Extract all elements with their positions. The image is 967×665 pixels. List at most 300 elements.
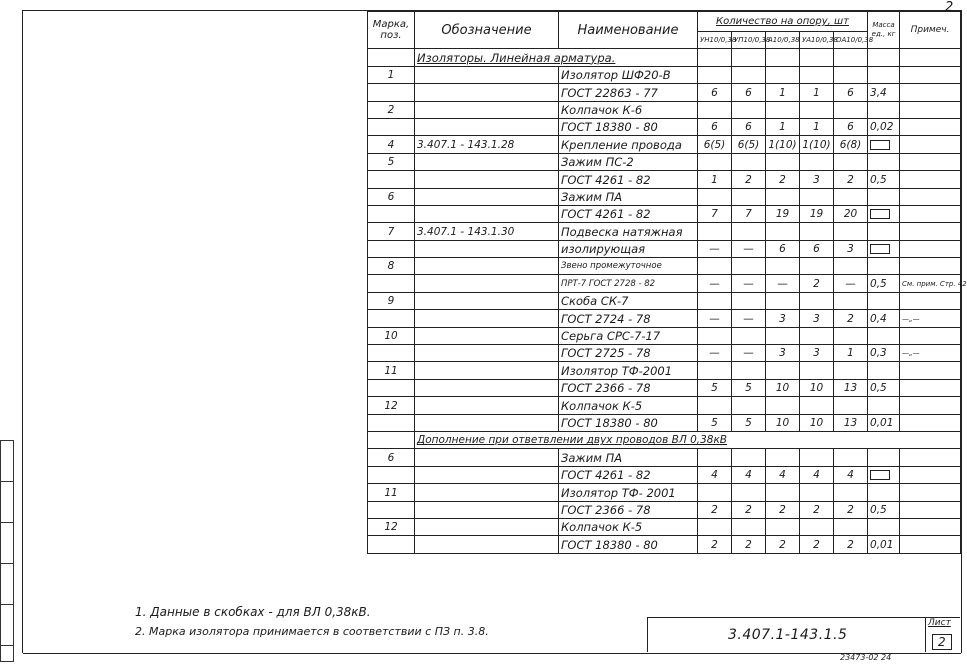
cell-designation [415, 484, 559, 501]
cell-quantity [766, 484, 800, 501]
cell-name: ГОСТ 4261 - 82 [559, 466, 698, 483]
cell-note [900, 223, 961, 240]
table-row [368, 153, 961, 170]
cell-name: ГОСТ 2724 - 78 [559, 310, 698, 327]
header-note: Примеч. [900, 12, 961, 49]
cell-quantity [732, 153, 766, 170]
cell-quantity: 13 [834, 414, 868, 431]
cell-designation [415, 518, 559, 535]
cell-mark: 2 [368, 101, 415, 118]
table-row [368, 84, 961, 101]
cell-quantity [732, 362, 766, 379]
cell-mark [368, 466, 415, 483]
cell-quantity: 19 [800, 205, 834, 222]
table-row [368, 136, 961, 153]
cell-mass [868, 153, 900, 170]
title-block-stamp [647, 617, 960, 652]
cell-quantity [698, 484, 732, 501]
cell-designation [415, 536, 559, 553]
cell-quantity: 20 [834, 205, 868, 222]
cell-designation [415, 275, 559, 292]
cell-designation [415, 84, 559, 101]
cell-mark: 5 [368, 153, 415, 170]
cell-quantity [834, 258, 868, 275]
mass-see-drawing-symbol [870, 470, 890, 480]
cell-quantity: 2 [766, 536, 800, 553]
cell-mark [368, 414, 415, 431]
cell-mark: 8 [368, 258, 415, 275]
cell-quantity [766, 188, 800, 205]
sheet-label: Лист [928, 618, 951, 628]
cell-quantity [698, 66, 732, 83]
cell-quantity: 2 [766, 171, 800, 188]
cell-quantity [834, 188, 868, 205]
cell-mass: 0,5 [868, 275, 900, 292]
cell-quantity: 3 [766, 345, 800, 362]
cell-mass [868, 101, 900, 118]
cell-name: Изолятор ТФ-2001 [559, 362, 698, 379]
cell-quantity: 6 [698, 84, 732, 101]
cell-mass: 3,4 [868, 84, 900, 101]
cell-quantity [766, 292, 800, 309]
cell-quantity: — [732, 240, 766, 257]
notes-block [135, 603, 489, 641]
cell-quantity [834, 449, 868, 466]
cell-mark: 6 [368, 188, 415, 205]
cell-mark: 10 [368, 327, 415, 344]
cell-quantity: 1 [698, 171, 732, 188]
cell-note [900, 466, 961, 483]
cell-mark: 11 [368, 484, 415, 501]
table-row [368, 66, 961, 83]
cell-name: изолирующая [559, 240, 698, 257]
cell-mass [868, 66, 900, 83]
table-row [368, 49, 961, 66]
cell-name: ГОСТ 2366 - 78 [559, 501, 698, 518]
cell-note [900, 379, 961, 396]
mass-see-drawing-symbol [870, 209, 890, 219]
cell-quantity [800, 518, 834, 535]
cell-note: —„— [900, 345, 961, 362]
cell-mass: 0,5 [868, 501, 900, 518]
cell-note [900, 258, 961, 275]
cell-designation: 3.407.1 - 143.1.28 [415, 136, 559, 153]
cell-quantity: 2 [766, 501, 800, 518]
cell-mark [368, 536, 415, 553]
cell-quantity: 2 [732, 171, 766, 188]
cell-name: Скоба СК-7 [559, 292, 698, 309]
cell-quantity [834, 327, 868, 344]
cell-quantity [698, 258, 732, 275]
cell-quantity [698, 327, 732, 344]
header-designation: Обозначение [415, 12, 559, 49]
cell-note [900, 205, 961, 222]
cell-quantity [766, 449, 800, 466]
cell-quantity: 1 [766, 118, 800, 135]
cell-mark [368, 431, 415, 448]
mass-see-drawing-symbol [870, 140, 890, 150]
cell-designation [415, 310, 559, 327]
cell-note [900, 397, 961, 414]
header-quantity: Количество на опору, шт [698, 12, 868, 32]
cell-quantity [698, 518, 732, 535]
cell-quantity [732, 518, 766, 535]
cell-mass: 0,5 [868, 171, 900, 188]
cell-quantity [834, 101, 868, 118]
cell-quantity [732, 327, 766, 344]
cell-quantity: 19 [766, 205, 800, 222]
cell-quantity: 6(8) [834, 136, 868, 153]
cell-name: Колпачок К-6 [559, 101, 698, 118]
cell-mark: 12 [368, 397, 415, 414]
cell-quantity [698, 397, 732, 414]
cell-quantity [800, 188, 834, 205]
cell-quantity: — [698, 240, 732, 257]
cell-quantity [732, 188, 766, 205]
cell-quantity [732, 66, 766, 83]
cell-quantity [766, 258, 800, 275]
table-row [368, 310, 961, 327]
cell-note [900, 171, 961, 188]
cell-quantity [834, 223, 868, 240]
cell-quantity [834, 484, 868, 501]
mass-see-drawing-symbol [870, 244, 890, 254]
cell-name: Колпачок К-5 [559, 397, 698, 414]
cell-quantity: — [698, 345, 732, 362]
cell-quantity [800, 66, 834, 83]
cell-quantity: 2 [732, 536, 766, 553]
cell-quantity: — [834, 275, 868, 292]
cell-quantity [766, 327, 800, 344]
cell-quantity [800, 49, 834, 66]
cell-quantity: 2 [800, 536, 834, 553]
table-row [368, 327, 961, 344]
cell-mark [368, 275, 415, 292]
cell-quantity [800, 484, 834, 501]
cell-note [900, 153, 961, 170]
cell-note: —„— [900, 310, 961, 327]
cell-quantity [800, 101, 834, 118]
table-row [368, 258, 961, 275]
cell-note [900, 240, 961, 257]
section-title: Дополнение при ответвлении двух проводов ВЛ 0,38кВ [415, 431, 961, 448]
cell-quantity [834, 397, 868, 414]
cell-mass [868, 188, 900, 205]
cell-quantity [800, 258, 834, 275]
note-1: 1. Данные в скобках - для ВЛ 0,38кВ. [135, 605, 371, 619]
cell-name: ГОСТ 2725 - 78 [559, 345, 698, 362]
cell-mark [368, 171, 415, 188]
cell-quantity: 1 [766, 84, 800, 101]
cell-quantity [732, 484, 766, 501]
cell-mark [368, 345, 415, 362]
cell-designation [415, 171, 559, 188]
cell-quantity: 6 [800, 240, 834, 257]
cell-mass [868, 136, 900, 153]
cell-quantity: — [698, 275, 732, 292]
cell-designation [415, 327, 559, 344]
cell-quantity [766, 362, 800, 379]
cell-name: ГОСТ 4261 - 82 [559, 205, 698, 222]
cell-quantity [732, 397, 766, 414]
sheet-number: 2 [932, 634, 952, 650]
table-row [368, 484, 961, 501]
table-row [368, 362, 961, 379]
cell-quantity: 10 [800, 414, 834, 431]
cell-name: Зажим ПС-2 [559, 153, 698, 170]
table-row [368, 431, 961, 448]
cell-designation [415, 449, 559, 466]
cell-note [900, 501, 961, 518]
cell-mark [368, 310, 415, 327]
cell-quantity: 1(10) [800, 136, 834, 153]
cell-quantity: 4 [698, 466, 732, 483]
cell-quantity: 3 [800, 171, 834, 188]
cell-quantity: 1 [834, 345, 868, 362]
header-subcol: А10/0,38 [766, 32, 800, 49]
header-subcol: УП10/0,38 [732, 32, 766, 49]
table-row [368, 449, 961, 466]
table-row [368, 205, 961, 222]
cell-mark [368, 118, 415, 135]
cell-designation [415, 292, 559, 309]
cell-name: ПРТ-7 ГОСТ 2728 - 82 [559, 275, 698, 292]
cell-quantity: 6 [766, 240, 800, 257]
cell-quantity: 2 [800, 275, 834, 292]
cell-quantity [698, 223, 732, 240]
cell-quantity [698, 101, 732, 118]
cell-mark [368, 501, 415, 518]
cell-name: ГОСТ 4261 - 82 [559, 171, 698, 188]
cell-quantity: 10 [766, 379, 800, 396]
cell-quantity: 2 [834, 536, 868, 553]
cell-mass [868, 240, 900, 257]
cell-mass: 0,5 [868, 379, 900, 396]
cell-note [900, 536, 961, 553]
cell-note [900, 66, 961, 83]
cell-name: ГОСТ 18380 - 80 [559, 118, 698, 135]
cell-note [900, 414, 961, 431]
cell-quantity [766, 518, 800, 535]
cell-quantity [800, 449, 834, 466]
cell-quantity [698, 49, 732, 66]
cell-quantity [698, 362, 732, 379]
cell-quantity: 6(5) [732, 136, 766, 153]
cell-quantity [800, 327, 834, 344]
cell-mark [368, 379, 415, 396]
cell-designation [415, 397, 559, 414]
cell-mass [868, 484, 900, 501]
cell-quantity [698, 188, 732, 205]
cell-quantity: 2 [732, 501, 766, 518]
cell-note: См. прим. Стр. 42 [900, 275, 961, 292]
cell-designation [415, 362, 559, 379]
cell-quantity: 6 [732, 84, 766, 101]
cell-quantity: — [766, 275, 800, 292]
cell-name: Подвеска натяжная [559, 223, 698, 240]
table-row [368, 466, 961, 483]
cell-quantity: 3 [800, 310, 834, 327]
cell-quantity [698, 449, 732, 466]
cell-quantity [766, 66, 800, 83]
table-row [368, 223, 961, 240]
cell-quantity [834, 49, 868, 66]
cell-note [900, 484, 961, 501]
cell-quantity: 5 [698, 414, 732, 431]
section-title: Изоляторы. Линейная арматура. [415, 49, 698, 66]
cell-mass [868, 397, 900, 414]
cell-quantity: — [732, 275, 766, 292]
cell-designation [415, 153, 559, 170]
cell-quantity: 3 [766, 310, 800, 327]
cell-mark [368, 240, 415, 257]
cell-quantity: 2 [834, 310, 868, 327]
cell-quantity: 3 [834, 240, 868, 257]
cell-quantity [834, 153, 868, 170]
cell-name: ГОСТ 18380 - 80 [559, 414, 698, 431]
cell-quantity: 4 [834, 466, 868, 483]
cell-name: Звено промежуточное [559, 258, 698, 275]
cell-quantity [834, 66, 868, 83]
binding-strip [0, 440, 14, 662]
cell-quantity: 4 [732, 466, 766, 483]
cell-mass [868, 223, 900, 240]
table-row [368, 240, 961, 257]
cell-note [900, 101, 961, 118]
header-subcol: ОА10/0,38 [834, 32, 868, 49]
cell-quantity [732, 258, 766, 275]
cell-quantity: 1 [800, 118, 834, 135]
cell-name: Изолятор ШФ20-В [559, 66, 698, 83]
cell-designation [415, 414, 559, 431]
cell-quantity [800, 153, 834, 170]
table-row [368, 275, 961, 292]
cell-note [900, 449, 961, 466]
cell-mark: 11 [368, 362, 415, 379]
cell-mark: 6 [368, 449, 415, 466]
cell-quantity [732, 101, 766, 118]
cell-quantity: 6 [732, 118, 766, 135]
cell-quantity [698, 292, 732, 309]
cell-quantity: 13 [834, 379, 868, 396]
cell-note [900, 118, 961, 135]
cell-mass [868, 327, 900, 344]
table-row [368, 101, 961, 118]
cell-quantity [766, 101, 800, 118]
cell-mass [868, 205, 900, 222]
cell-mass [868, 518, 900, 535]
cell-designation [415, 188, 559, 205]
cell-quantity: 1 [800, 84, 834, 101]
cell-designation [415, 258, 559, 275]
sheet-box [925, 618, 960, 652]
cell-quantity [732, 449, 766, 466]
cell-name: ГОСТ 18380 - 80 [559, 536, 698, 553]
table-row [368, 118, 961, 135]
header-subcol: УА10/0,38 [800, 32, 834, 49]
cell-quantity: 10 [766, 414, 800, 431]
cell-mass [868, 449, 900, 466]
specification-table [367, 11, 967, 554]
cell-quantity [800, 292, 834, 309]
cell-note [900, 518, 961, 535]
cell-mass [868, 362, 900, 379]
cell-quantity: 6 [834, 118, 868, 135]
cell-designation [415, 240, 559, 257]
cell-quantity: 4 [766, 466, 800, 483]
cell-mark: 7 [368, 223, 415, 240]
cell-quantity [834, 518, 868, 535]
note-2: 2. Марка изолятора принимается в соответствии с ПЗ п. 3.8. [135, 625, 489, 638]
cell-note [900, 188, 961, 205]
cell-quantity [834, 292, 868, 309]
cell-name: ГОСТ 22863 - 77 [559, 84, 698, 101]
cell-mass [868, 292, 900, 309]
cell-quantity [766, 153, 800, 170]
cell-designation [415, 379, 559, 396]
cell-quantity: 2 [834, 171, 868, 188]
cell-mass: 0,02 [868, 118, 900, 135]
cell-mass: 0,01 [868, 414, 900, 431]
cell-quantity: 2 [834, 501, 868, 518]
table-row [368, 518, 961, 535]
cell-note [900, 84, 961, 101]
cell-quantity [766, 49, 800, 66]
table-row [368, 536, 961, 553]
archive-code: 23473-02 24 [840, 653, 892, 662]
cell-quantity: 6 [698, 118, 732, 135]
cell-quantity [732, 292, 766, 309]
cell-mark [368, 49, 415, 66]
cell-mark: 9 [368, 292, 415, 309]
cell-mass [868, 49, 900, 66]
cell-quantity: 6 [834, 84, 868, 101]
cell-quantity [766, 223, 800, 240]
cell-mass [868, 466, 900, 483]
cell-mass [868, 258, 900, 275]
cell-mark: 1 [368, 66, 415, 83]
cell-note [900, 49, 961, 66]
cell-quantity [766, 397, 800, 414]
cell-quantity: 3 [800, 345, 834, 362]
cell-quantity: 2 [698, 501, 732, 518]
cell-designation [415, 66, 559, 83]
cell-quantity: — [732, 345, 766, 362]
cell-quantity [732, 223, 766, 240]
cell-mark [368, 84, 415, 101]
cell-name: Зажим ПА [559, 188, 698, 205]
cell-quantity: — [732, 310, 766, 327]
table-row [368, 188, 961, 205]
cell-quantity: 1(10) [766, 136, 800, 153]
header-mass: Масса ед., кг [868, 12, 900, 49]
cell-mass: 0,01 [868, 536, 900, 553]
cell-mass: 0,3 [868, 345, 900, 362]
cell-quantity: 5 [698, 379, 732, 396]
cell-designation [415, 466, 559, 483]
cell-quantity: 5 [732, 379, 766, 396]
cell-mark: 4 [368, 136, 415, 153]
cell-quantity: 10 [800, 379, 834, 396]
sheet-corner-number: 2 [945, 0, 954, 15]
cell-quantity: 2 [800, 501, 834, 518]
cell-note [900, 136, 961, 153]
cell-designation [415, 101, 559, 118]
cell-name: Крепление провода [559, 136, 698, 153]
cell-designation [415, 501, 559, 518]
cell-note [900, 327, 961, 344]
cell-mass: 0,4 [868, 310, 900, 327]
